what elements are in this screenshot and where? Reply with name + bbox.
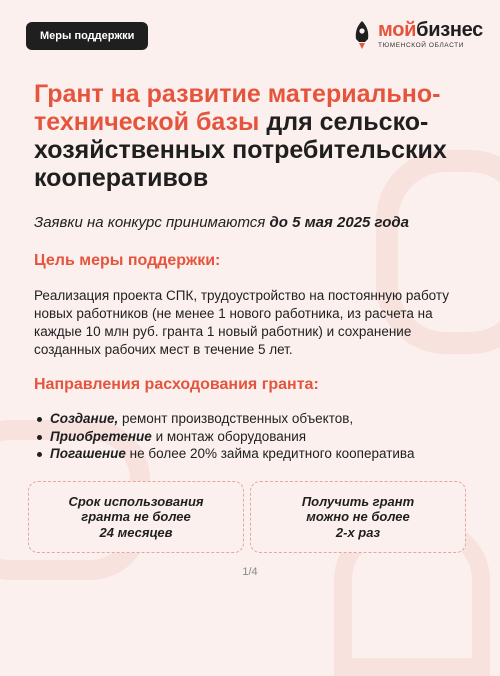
directions-list	[34, 410, 484, 463]
deadline-text	[34, 214, 409, 231]
logo	[352, 20, 483, 50]
info-card-text: Срок использования гранта не более 24 месяцев	[68, 493, 204, 540]
info-card-text: Получить грант можно не более 2-х раз	[301, 493, 415, 540]
logo-name-prefix: мой	[378, 19, 417, 42]
directions-heading: Направления расходования гранта:	[34, 376, 319, 393]
deadline-date: до 5 мая 2025 года	[269, 214, 409, 231]
info-card-term	[28, 481, 244, 553]
logo-name-suffix: бизнес	[416, 19, 484, 42]
rocket-icon	[352, 20, 372, 50]
deadline-prefix: Заявки на конкурс принимаются	[34, 214, 270, 231]
info-card-limit	[250, 481, 466, 553]
list-item: Создание, ремонт производственных объектов,	[34, 410, 484, 428]
page-title	[34, 80, 474, 192]
category-tag: Меры поддержки	[26, 22, 148, 50]
title-highlight: Грант на развитие материально-технической базы	[34, 80, 441, 136]
goal-heading: Цель меры поддержки:	[34, 252, 221, 269]
goal-text: Реализация проекта СПК, трудоустройство на постоянную работу новых работников (не менее 1 нового работника, из расчета на каждые 10 млн руб. гранта 1 новый работник) и сохранение созданных рабочих мест в течение 5 лет.	[34, 288, 449, 357]
logo-region: ТЮМЕНСКОЙ ОБЛАСТИ	[378, 42, 465, 50]
page-indicator: 1/4	[242, 566, 258, 578]
title-rest: для сельско-хозяйственных потребительских кооперативов	[34, 108, 447, 192]
list-item: Погашение не более 20% займа кредитного кооператива	[34, 445, 484, 463]
list-item: Приобретение и монтаж оборудования	[34, 428, 484, 446]
